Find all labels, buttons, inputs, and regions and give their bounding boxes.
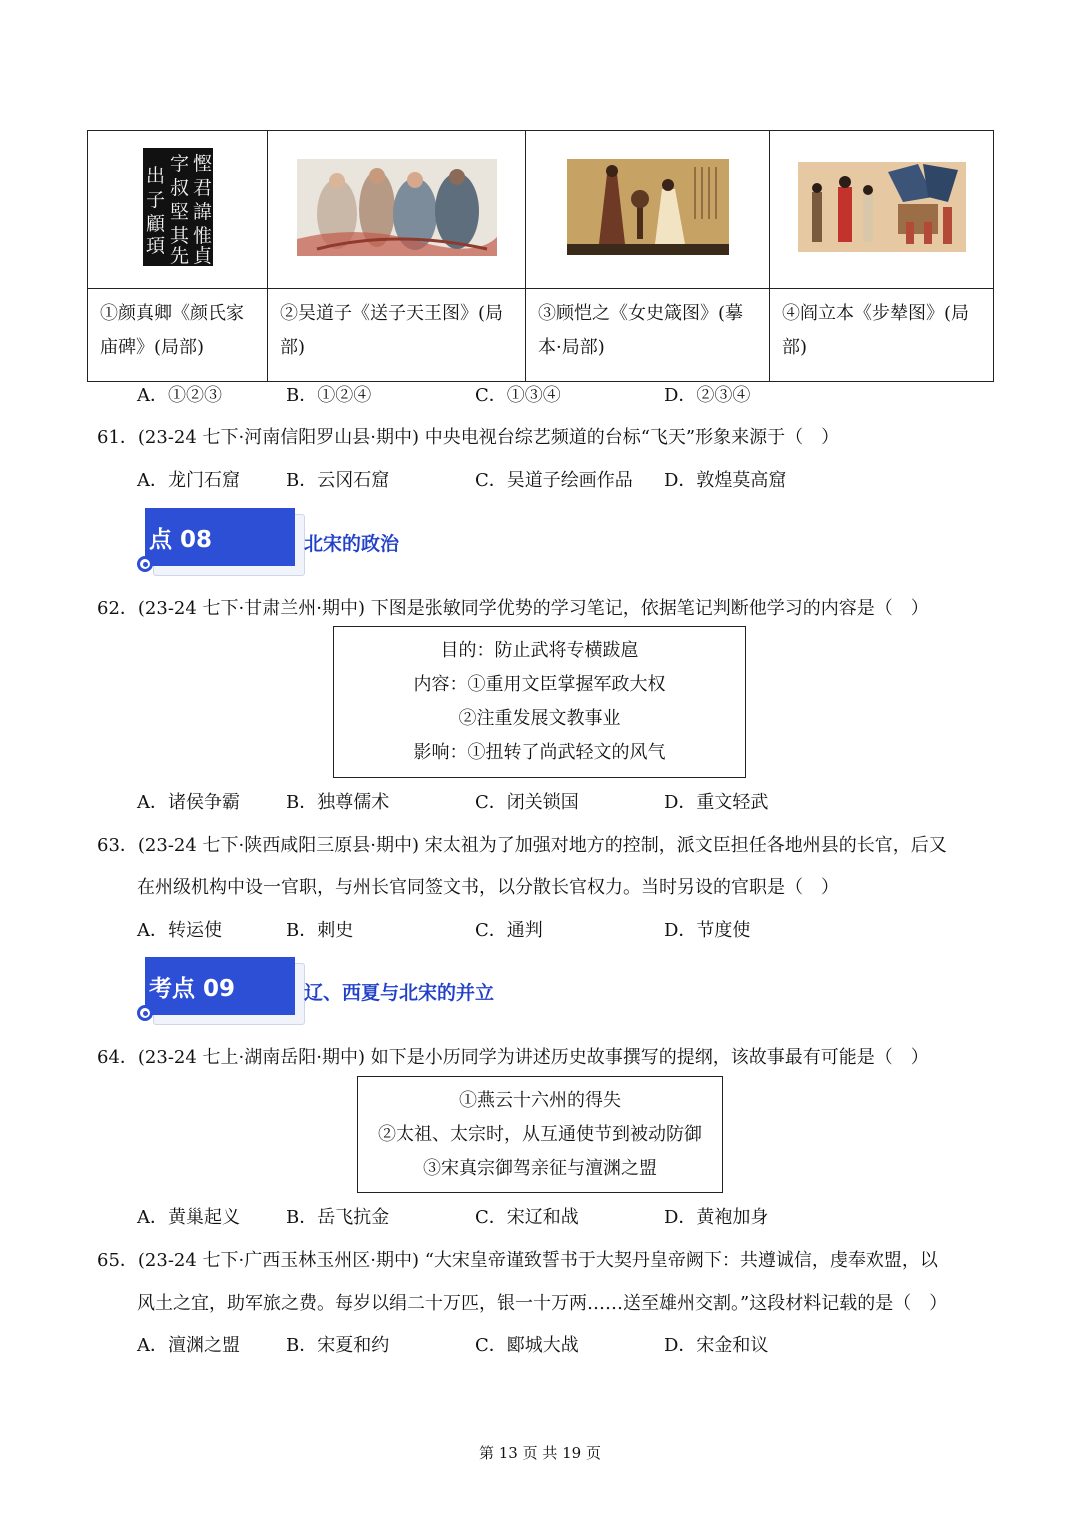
bu-nian-tu-image	[798, 162, 966, 252]
q65-option-a[interactable]: A．澶渊之盟	[137, 1335, 240, 1356]
caption-4: ④阎立本《步辇图》(局部)	[770, 289, 994, 382]
q60-option-b[interactable]: B．①②④	[286, 385, 372, 406]
section-08-label: 点 08	[149, 527, 213, 553]
q62-option-a[interactable]: A．诸侯争霸	[137, 792, 240, 813]
caption-1: ①颜真卿《颜氏家庙碑》(局部)	[88, 289, 268, 382]
calligraphy-image-cell	[88, 131, 268, 289]
svg-text:惟: 惟	[192, 225, 212, 247]
q63-option-b[interactable]: B．刺史	[286, 920, 354, 941]
q62-note-line-4: 影响：①扭转了尚武轻文的风气	[413, 742, 666, 763]
q64-option-d[interactable]: D．黄袍加身	[664, 1207, 769, 1228]
q60-option-c[interactable]: C．①③④	[475, 385, 561, 406]
q61-option-a[interactable]: A．龙门石窟	[137, 470, 240, 491]
section-09-title: 辽、西夏与北宋的并立	[304, 982, 495, 1004]
q62-note-line-3: ②注重发展文教事业	[458, 708, 621, 729]
yan-zhenqing-stele-image	[143, 148, 213, 266]
q64-outline-box	[357, 1076, 723, 1193]
yan-liben-image-cell	[770, 131, 994, 289]
q65-stem-line-1: 65．(23-24 七下·广西玉林玉州区·期中) “大宋皇帝谨致誓书于大契丹皇帝阙下：共遵诚信，虔奉欢盟，以	[97, 1250, 938, 1271]
q62-option-b[interactable]: B．独尊儒术	[286, 792, 390, 813]
svg-text:字: 字	[169, 153, 189, 175]
q63-option-d[interactable]: D．节度使	[664, 920, 751, 941]
svg-text:叔: 叔	[169, 177, 189, 199]
q65-option-b[interactable]: B．宋夏和约	[286, 1335, 390, 1356]
q62-option-d[interactable]: D．重文轻武	[664, 792, 769, 813]
svg-text:諱: 諱	[192, 201, 212, 223]
q62-note-line-2: 内容：①重用文臣掌握军政大权	[413, 674, 666, 695]
svg-text:顧: 顧	[145, 213, 165, 235]
section-09-label: 考点 09	[149, 976, 236, 1002]
svg-text:君: 君	[192, 177, 212, 199]
q62-note-line-1: 目的：防止武将专横跋扈	[440, 640, 639, 661]
svg-text:頊: 頊	[145, 235, 165, 257]
svg-text:慳: 慳	[192, 153, 212, 175]
bullet-icon	[137, 1005, 153, 1021]
svg-text:子: 子	[145, 189, 165, 211]
q62-note-box	[333, 626, 746, 778]
q62-option-c[interactable]: C．闭关锁国	[475, 792, 579, 813]
artwork-table	[87, 130, 994, 382]
svg-text:堅: 堅	[169, 201, 189, 223]
section-09-tab	[145, 957, 300, 1013]
q64-stem: 64．(23-24 七上·湖南岳阳·期中) 如下是小历同学为讲述历史故事撰写的提纲，该故事最有可能是（ ）	[97, 1047, 929, 1068]
wu-daozi-image-cell	[268, 131, 526, 289]
q60-option-d[interactable]: D．②③④	[664, 385, 751, 406]
svg-text:先: 先	[169, 245, 189, 266]
q61-option-b[interactable]: B．云冈石窟	[286, 470, 390, 491]
q64-option-b[interactable]: B．岳飞抗金	[286, 1207, 390, 1228]
q64-option-a[interactable]: A．黄巢起义	[137, 1207, 240, 1228]
section-08-title: 北宋的政治	[304, 533, 400, 555]
q61-stem: 61．(23-24 七下·河南信阳罗山县·期中) 中央电视台综艺频道的台标“飞天”形象来源于（ ）	[97, 427, 840, 448]
section-08-tab	[145, 508, 300, 564]
caption-2: ②吴道子《送子天王图》(局部)	[268, 289, 526, 382]
q65-option-d[interactable]: D．宋金和议	[664, 1335, 769, 1356]
gu-kaizhi-image-cell	[526, 131, 770, 289]
q64-outline-line-2: ②太祖、太宗时，从互通使节到被动防御	[378, 1124, 702, 1145]
bullet-icon	[137, 556, 153, 572]
q63-option-a[interactable]: A．转运使	[137, 920, 222, 941]
q63-stem-line-1: 63．(23-24 七下·陕西咸阳三原县·期中) 宋太祖为了加强对地方的控制，派文臣担任各地州县的长官，后又	[97, 835, 947, 856]
q62-stem: 62．(23-24 七下·甘肃兰州·期中) 下图是张敏同学优势的学习笔记，依据笔记判断他学习的内容是（ ）	[97, 598, 929, 619]
page-footer: 第 13 页 共 19 页	[478, 1444, 601, 1462]
song-zi-tian-wang-image	[297, 159, 497, 256]
svg-text:其: 其	[169, 225, 189, 247]
q64-outline-line-3: ③宋真宗御驾亲征与澶渊之盟	[423, 1158, 657, 1179]
q65-option-c[interactable]: C．郾城大战	[475, 1335, 579, 1356]
q64-outline-line-1: ①燕云十六州的得失	[459, 1090, 621, 1111]
svg-text:貞: 貞	[192, 245, 212, 266]
q60-option-a[interactable]: A．①②③	[137, 385, 222, 406]
nu-shi-zhen-tu-image	[567, 159, 729, 255]
q63-stem-line-2: 在州级机构中设一官职，与州长官同签文书，以分散长官权力。当时另设的官职是（ ）	[137, 877, 839, 898]
q61-option-d[interactable]: D．敦煌莫高窟	[664, 470, 787, 491]
q63-option-c[interactable]: C．通判	[475, 920, 543, 941]
svg-text:出: 出	[145, 165, 165, 187]
caption-3: ③顾恺之《女史箴图》(摹本·局部)	[526, 289, 770, 382]
q64-option-c[interactable]: C．宋辽和战	[475, 1207, 579, 1228]
q65-stem-line-2: 风土之宜，助军旅之费。每岁以绢二十万匹，银一十万两……送至雄州交割。”这段材料记载的是（ ）	[137, 1293, 948, 1314]
q61-option-c[interactable]: C．吴道子绘画作品	[475, 470, 633, 491]
